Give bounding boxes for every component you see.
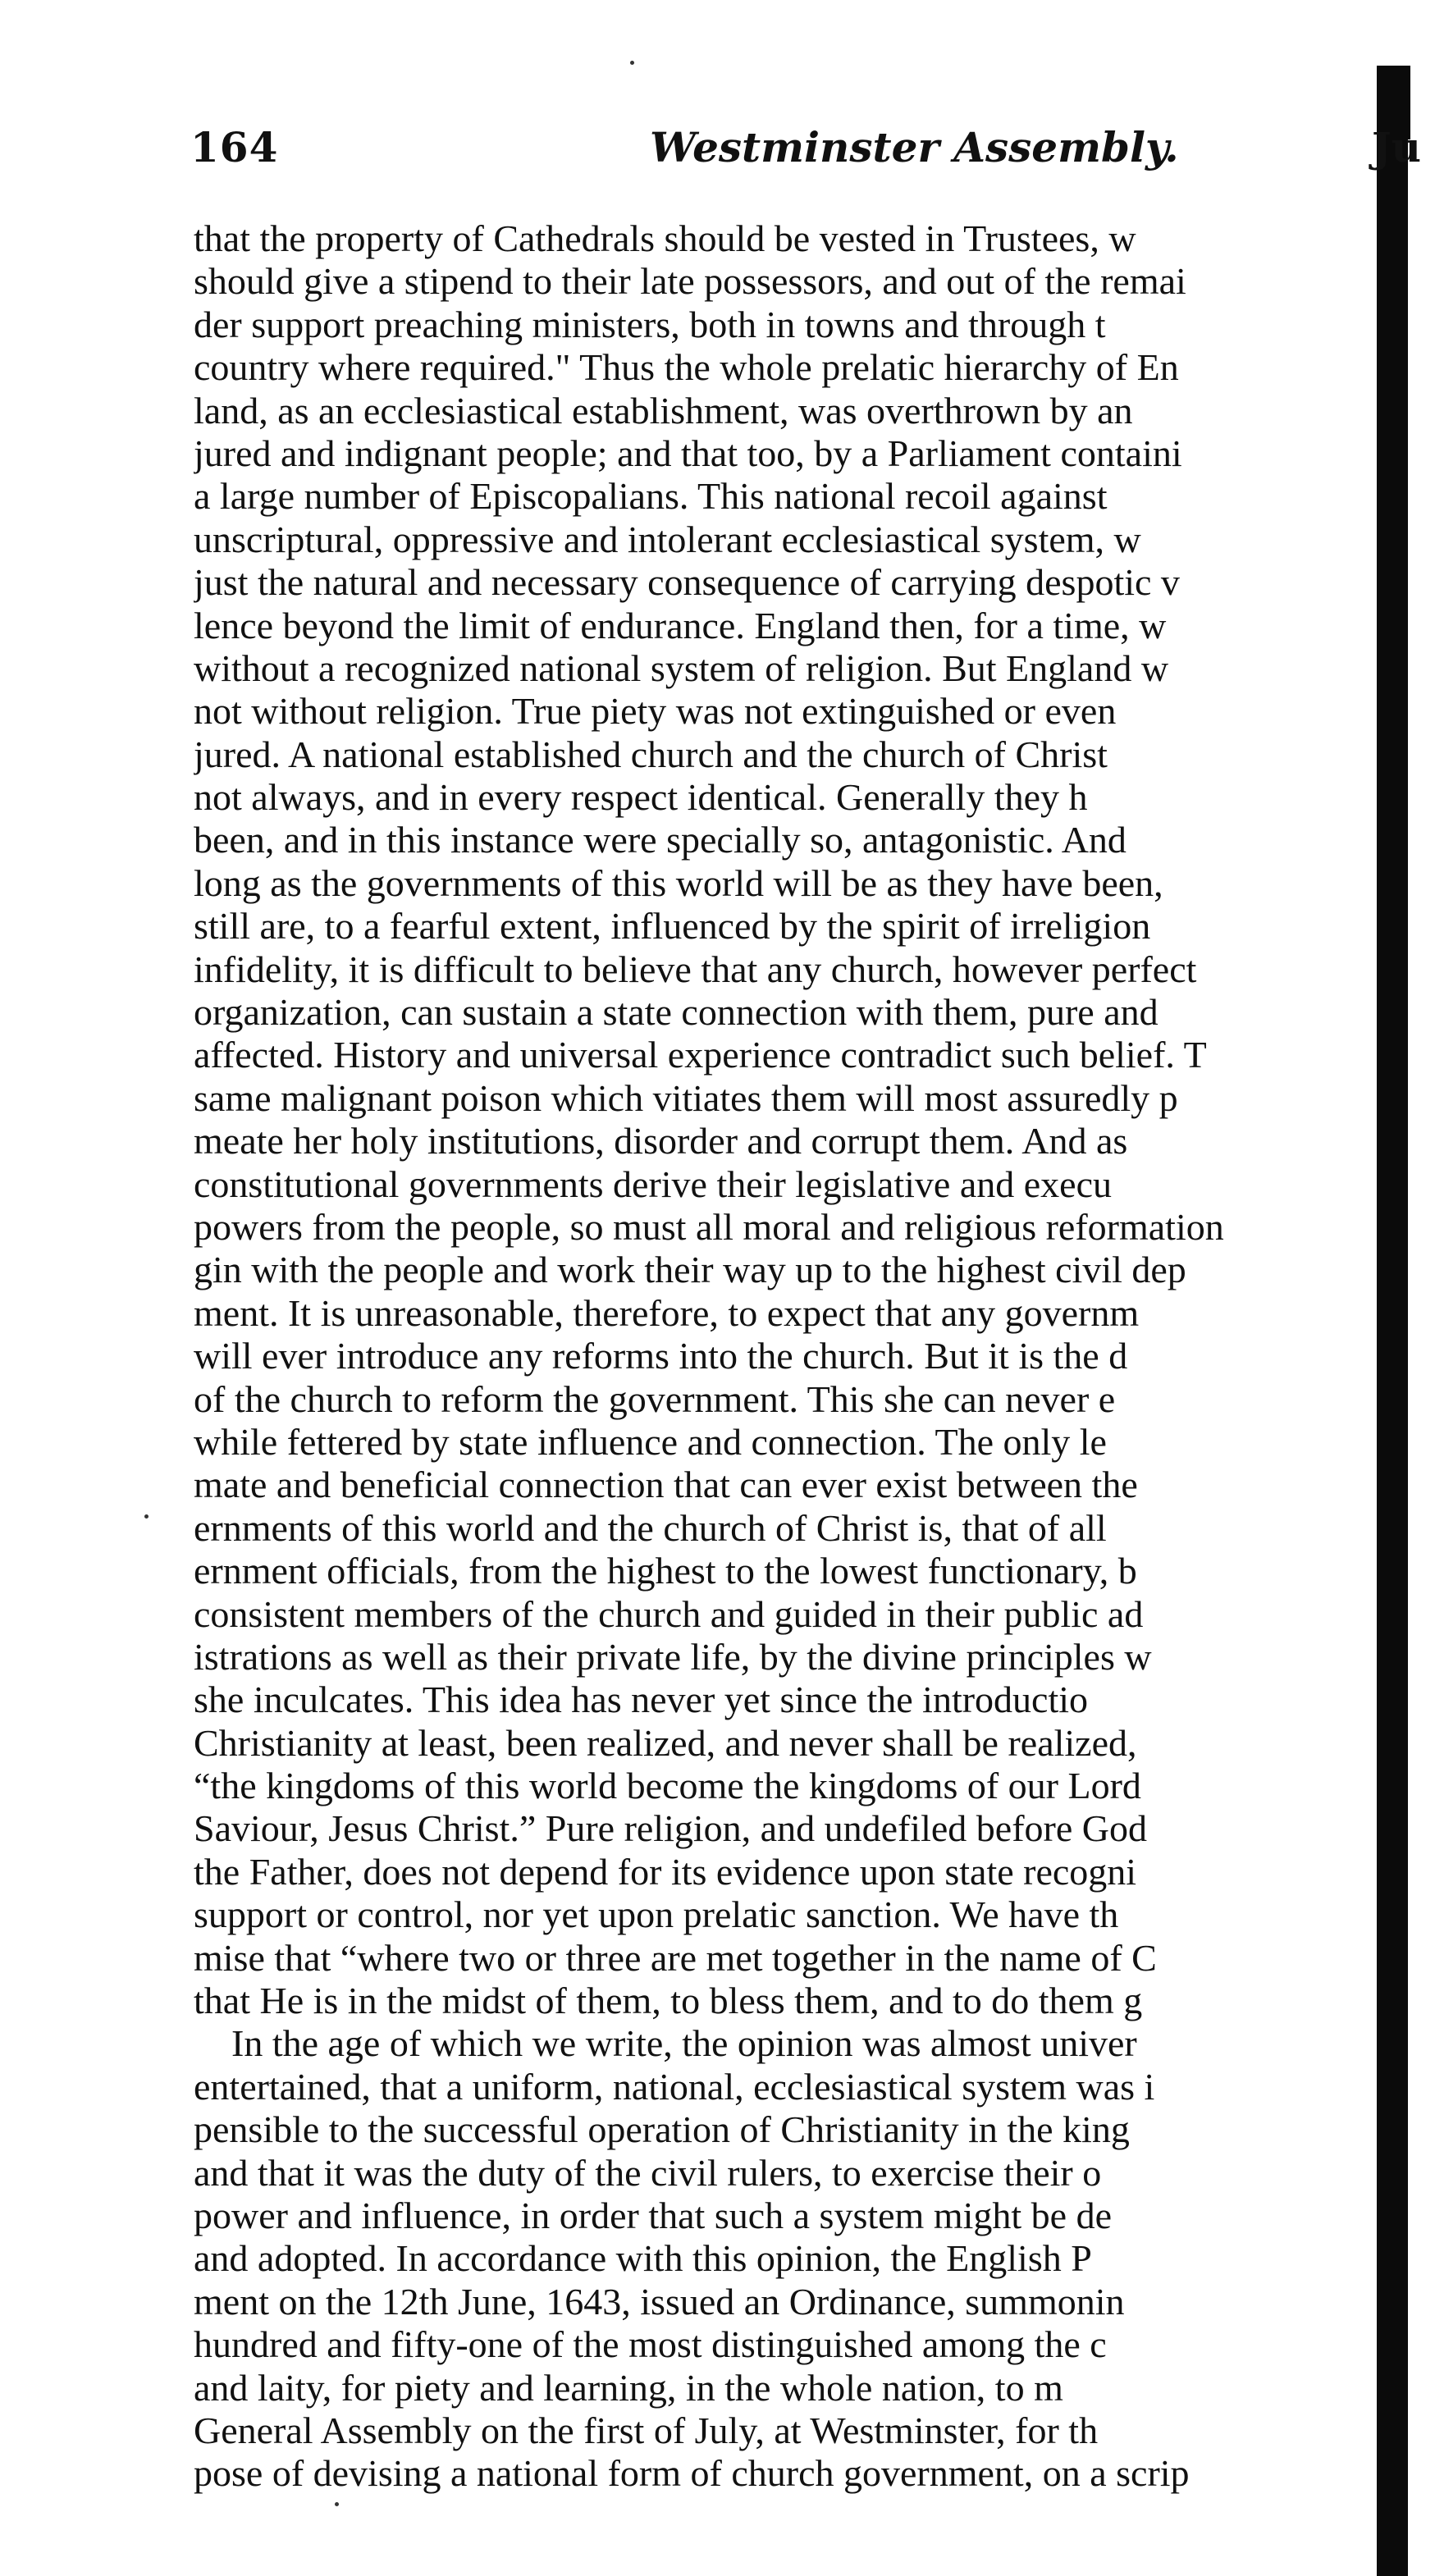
text-line: she inculcates. This idea has never yet since the introductio <box>194 1679 1089 1721</box>
page-gutter-shadow <box>1377 66 1408 2576</box>
text-line: jured and indignant people; and that too, by a Parliament containi <box>194 432 1182 474</box>
text-line: long as the governments of this world will be as they have been, <box>194 861 1163 904</box>
text-line: been, and in this instance were specially so, antagonistic. And <box>194 819 1127 861</box>
text-line: ment. It is unreasonable, therefore, to expect that any governm <box>194 1291 1140 1334</box>
text-line: ment on the 12th June, 1643, issued an Ordinance, summonin <box>194 2280 1125 2323</box>
text-line: powers from the people, so must all moral and religious reformation <box>194 1205 1224 1248</box>
text-line: hundred and fifty-one of the most distinguished among the c <box>194 2323 1107 2366</box>
text-line: a large number of Episcopalians. This national recoil against <box>194 475 1108 518</box>
paragraph-start-line: In the age of which we write, the opinion was almost univer <box>231 2022 1137 2065</box>
text-line: and that it was the duty of the civil rulers, to exercise their o <box>194 2151 1102 2194</box>
text-line: and adopted. In accordance with this opinion, the English P <box>194 2237 1092 2280</box>
text-line: of the church to reform the government. This she can never e <box>194 1377 1116 1420</box>
text-line: the Father, does not depend for its evidence upon state recogni <box>194 1850 1137 1893</box>
text-line: pose of devising a national form of church government, on a scrip <box>194 2452 1190 2495</box>
page-number: 164 <box>190 123 279 171</box>
text-line: ernments of this world and the church of Christ is, that of all <box>194 1506 1107 1549</box>
text-line: while fettered by state influence and connection. The only le <box>194 1420 1107 1463</box>
text-line: mate and beneficial connection that can ever exist between the <box>194 1464 1138 1506</box>
text-line: istrations as well as their private life, by the divine principles w <box>194 1635 1152 1678</box>
text-line: without a recognized national system of religion. But England w <box>194 646 1169 689</box>
text-line: unscriptural, oppressive and intolerant ecclesiastical system, w <box>194 518 1141 560</box>
text-line: that He is in the midst of them, to bless them, and to do them g <box>194 1980 1143 2022</box>
text-line: Christianity at least, been realized, and never shall be realized, <box>194 1721 1137 1764</box>
text-line: just the natural and necessary consequence of carrying despotic v <box>194 561 1180 604</box>
text-line: land, as an ecclesiastical establishment, was overthrown by an <box>194 389 1133 432</box>
print-speck <box>630 61 634 65</box>
running-title: Westminster Assembly. <box>650 123 1179 171</box>
print-speck <box>335 2502 339 2506</box>
text-line: consistent members of the church and guided in their public ad <box>194 1592 1144 1635</box>
print-speck <box>144 1514 149 1519</box>
page-header <box>190 123 1429 189</box>
text-line: not without religion. True piety was not extinguished or even <box>194 690 1117 733</box>
text-line: power and influence, in order that such a system might be de <box>194 2194 1113 2236</box>
header-right-fragment: Ju <box>1372 123 1422 171</box>
text-line: “the kingdoms of this world become the kingdoms of our Lord <box>194 1765 1141 1807</box>
text-line: will ever introduce any reforms into the church. But it is the d <box>194 1335 1128 1377</box>
text-line: Saviour, Jesus Christ.” Pure religion, and undefiled before God <box>194 1807 1147 1850</box>
text-line: same malignant poison which vitiates them will most assuredly p <box>194 1076 1178 1119</box>
text-line: lence beyond the limit of endurance. England then, for a time, w <box>194 604 1167 646</box>
text-line: mise that “where two or three are met together in the name of C <box>194 1936 1157 1979</box>
text-line: organization, can sustain a state connection with them, pure and <box>194 991 1159 1034</box>
text-line: still are, to a fearful extent, influenced by the spirit of irreligion <box>194 905 1151 948</box>
text-line: gin with the people and work their way up to the highest civil dep <box>194 1249 1186 1291</box>
text-line: General Assembly on the first of July, at Westminster, for th <box>194 2409 1099 2451</box>
text-line: ernment officials, from the highest to the lowest functionary, b <box>194 1550 1137 1592</box>
text-line: should give a stipend to their late possessors, and out of the remai <box>194 260 1186 303</box>
text-line: that the property of Cathedrals should be vested in Trustees, w <box>194 217 1136 259</box>
text-line: country where required." Thus the whole prelatic hierarchy of En <box>194 346 1179 389</box>
text-line: infidelity, it is difficult to believe that any church, however perfect <box>194 948 1197 990</box>
text-line: constitutional governments derive their legislative and execu <box>194 1162 1112 1205</box>
text-line: der support preaching ministers, both in towns and through t <box>194 303 1106 345</box>
text-line: support or control, nor yet upon prelatic sanction. We have th <box>194 1893 1119 1936</box>
text-line: jured. A national established church and the church of Christ <box>194 733 1108 775</box>
text-line: meate her holy institutions, disorder and corrupt them. And as <box>194 1120 1128 1162</box>
body-text <box>194 217 1370 2498</box>
text-line: pensible to the successful operation of Christianity in the king <box>194 2108 1130 2151</box>
text-line: affected. History and universal experience contradict such belief. T <box>194 1034 1207 1076</box>
text-line: entertained, that a uniform, national, ecclesiastical system was i <box>194 2065 1155 2108</box>
text-line: and laity, for piety and learning, in the whole nation, to m <box>194 2366 1063 2409</box>
text-line: not always, and in every respect identical. Generally they h <box>194 776 1088 819</box>
